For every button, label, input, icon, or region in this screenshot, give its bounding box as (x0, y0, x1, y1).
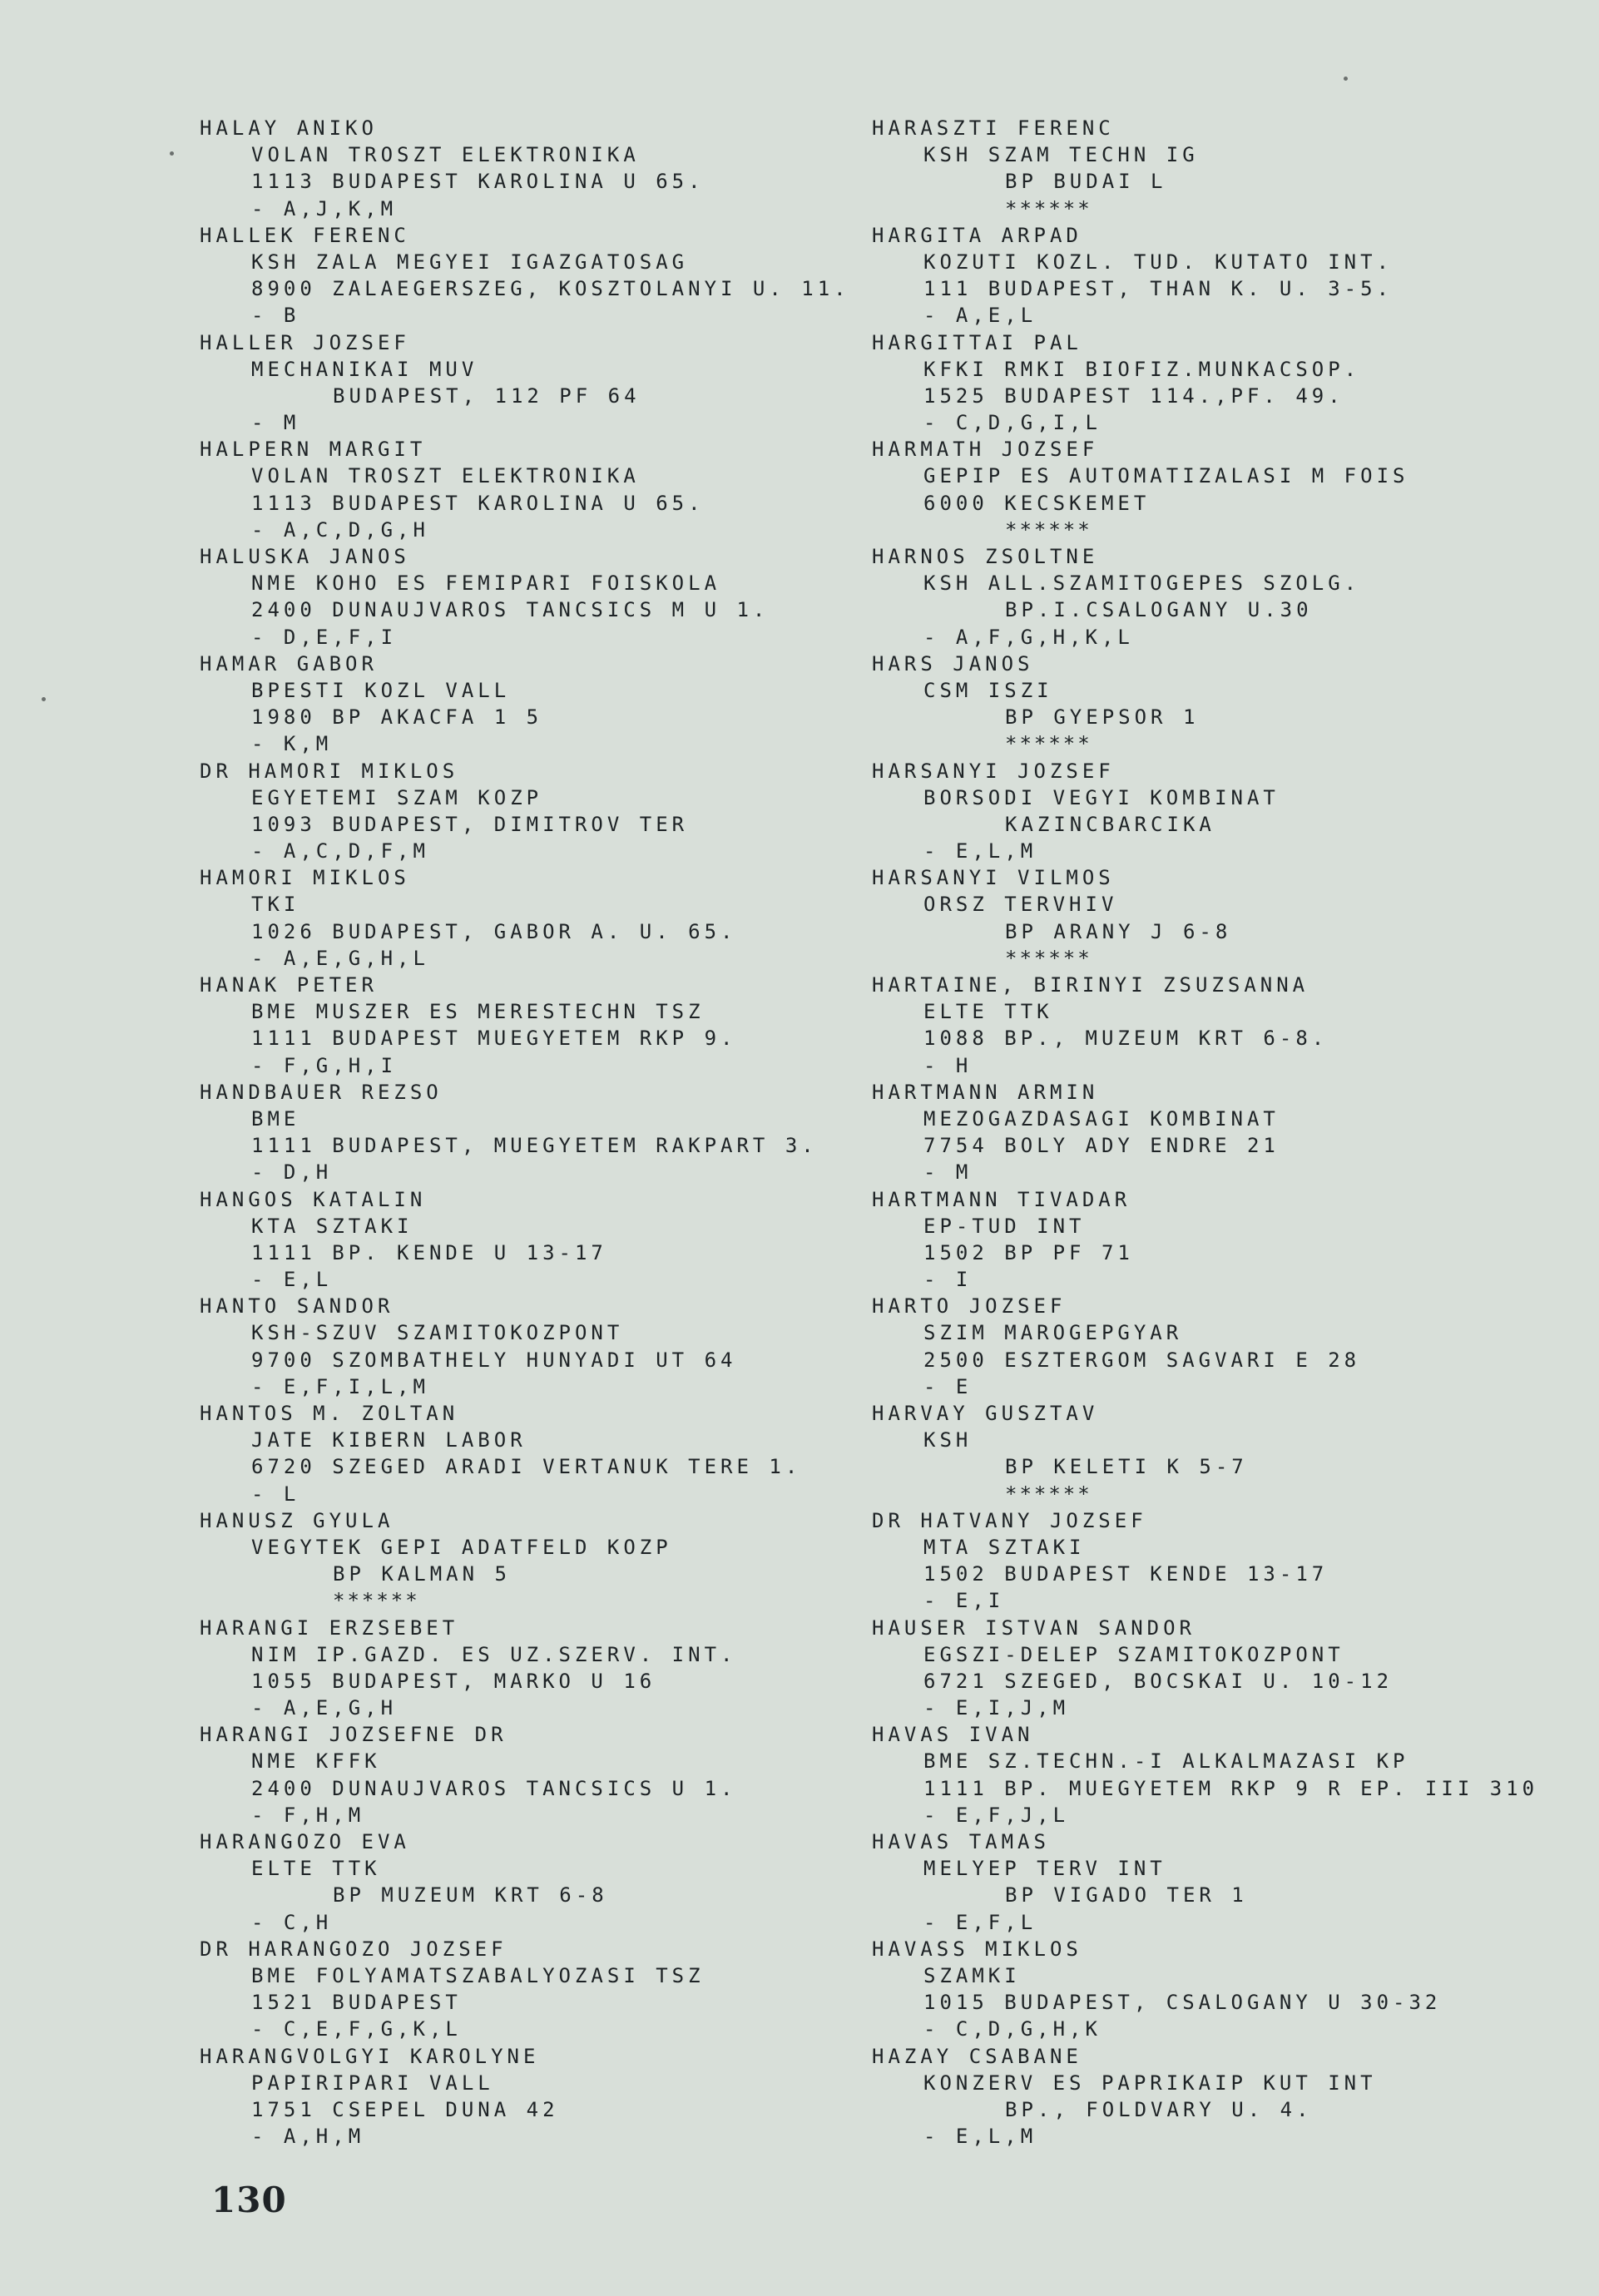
entry-address-line: BP MUZEUM KRT 6-8 (333, 1883, 608, 1908)
entry-address-line: 6721 SZEGED, BOCSKAI U. 10-12 (923, 1669, 1394, 1693)
entry-name: HANDBAUER REZSO (200, 1080, 443, 1104)
entry-name: HAMORI MIKLOS (200, 866, 410, 890)
directory-entry (872, 115, 1599, 222)
entry-address-line: 1751 CSEPEL DUNA 42 (251, 2097, 559, 2121)
entry-address-line: BORSODI VEGYI KOMBINAT (923, 785, 1280, 809)
entry-address-line: KTA SZTAKI (251, 1214, 413, 1238)
entry-address-line: BME (251, 1106, 300, 1131)
directory-entry (200, 1293, 948, 1400)
directory-entry (872, 436, 1599, 543)
entry-address-line: KFKI RMKI BIOFIZ.MUNKACSOP. (923, 357, 1361, 381)
entry-codes: - F,G,H,I (251, 1053, 398, 1077)
entry-codes: - E,F,J,L (923, 1803, 1070, 1827)
directory-entry (200, 1721, 948, 1828)
entry-codes: - C,D,G,I,L (923, 411, 1101, 435)
entry-name: HALLER JOZSEF (200, 330, 410, 354)
entry-codes: - C,H (251, 1910, 333, 1934)
entry-codes: - E,I (923, 1589, 1005, 1613)
entry-name: HAVAS IVAN (872, 1723, 1034, 1747)
entry-name: HAUSER ISTVAN SANDOR (872, 1616, 1196, 1640)
entry-name: HARANGVOLGYI KAROLYNE (200, 2044, 540, 2068)
entry-name: HARVAY GUSZTAV (872, 1402, 1099, 1425)
entry-address-line: KOZUTI KOZL. TUD. KUTATO INT. (923, 250, 1394, 274)
entry-codes: - E,L (251, 1268, 333, 1292)
entry-codes: - F,H,M (251, 1803, 365, 1827)
directory-entry (200, 222, 948, 329)
directory-entry (872, 1293, 1599, 1400)
entry-codes: - A,F,G,H,K,L (923, 625, 1134, 649)
entry-address-line: 1055 BUDAPEST, MARKO U 16 (251, 1669, 656, 1693)
entry-codes: - L (251, 1482, 300, 1506)
directory-entry (200, 1828, 948, 1936)
entry-address-line: KSH-SZUV SZAMITOKOZPONT (251, 1321, 624, 1345)
entry-name: DR HATVANY JOZSEF (872, 1508, 1147, 1532)
entry-address-line: 2400 DUNAUJVAROS TANCSICS U 1. (251, 1776, 737, 1800)
entry-codes: - E,L,M (923, 839, 1037, 863)
directory-entry (200, 972, 948, 1079)
entry-name: HARGITTAI PAL (872, 330, 1082, 354)
entry-codes: - E,L,M (923, 2125, 1037, 2149)
entry-codes: - A,E,L (923, 304, 1037, 328)
entry-address-line: VOLAN TROSZT ELEKTRONIKA (251, 143, 640, 167)
directory-entry (872, 1828, 1599, 1936)
entry-address-line: 1502 BUDAPEST KENDE 13-17 (923, 1562, 1329, 1586)
entry-address-line: BUDAPEST, 112 PF 64 (333, 383, 641, 408)
entry-codes: - M (923, 1160, 973, 1185)
directory-entry (872, 2043, 1599, 2150)
directory-entry (872, 1721, 1599, 1828)
entry-codes: - A,E,G,H,L (251, 946, 429, 970)
entry-address-line: KSH ZALA MEGYEI IGAZGATOSAG (251, 250, 689, 274)
entry-name: HARTAINE, BIRINYI ZSUZSANNA (872, 973, 1309, 997)
right-column (872, 115, 1599, 2150)
entry-address-line: 1111 BP. MUEGYETEM RKP 9 R EP. III 310 (923, 1776, 1539, 1800)
directory-entry (200, 329, 948, 437)
entry-codes: - E,F,L (923, 1910, 1037, 1934)
entry-address-line: 1026 BUDAPEST, GABOR A. U. 65. (251, 919, 737, 943)
entry-address-line: 1111 BUDAPEST, MUEGYETEM RAKPART 3. (251, 1134, 818, 1158)
directory-entry (200, 1079, 948, 1186)
entry-address-line: KSH ALL.SZAMITOGEPES SZOLG. (923, 572, 1361, 596)
entry-name: HAZAY CSABANE (872, 2044, 1082, 2068)
entry-name: HANGOS KATALIN (200, 1187, 427, 1211)
entry-address-line: 1502 BP PF 71 (923, 1240, 1134, 1264)
entry-address-line: CSM ISZI (923, 678, 1053, 702)
entry-codes: - D,H (251, 1160, 333, 1185)
entry-address-line: ORSZ TERVHIV (923, 893, 1118, 917)
entry-stars: ****** (1005, 732, 1092, 756)
entry-codes: - E,I,J,M (923, 1696, 1070, 1720)
directory-entry (200, 436, 948, 543)
entry-name: HAVAS TAMAS (872, 1830, 1050, 1853)
entry-address-line: SZIM MAROGEPGYAR (923, 1321, 1183, 1345)
entry-address-line: BME MUSZER ES MERESTECHN TSZ (251, 1000, 705, 1024)
entry-name: HARASZTI FERENC (872, 116, 1115, 140)
entry-codes: - D,E,F,I (251, 625, 398, 649)
entry-stars: ****** (1005, 517, 1092, 542)
entry-name: DR HAMORI MIKLOS (200, 759, 459, 783)
directory-entry (872, 1507, 1599, 1615)
entry-codes: - B (251, 304, 300, 328)
entry-name: HALLEK FERENC (200, 223, 410, 247)
left-column (200, 115, 948, 2150)
entry-name: HARSANYI JOZSEF (872, 759, 1115, 783)
entry-address-line: GEPIP ES AUTOMATIZALASI M FOIS (923, 464, 1409, 488)
entry-stars: ****** (1005, 1482, 1092, 1506)
entry-address-line: 1015 BUDAPEST, CSALOGANY U 30-32 (923, 1991, 1442, 2015)
entry-address-line: 6000 KECSKEMET (923, 491, 1151, 515)
entry-address-line: NIM IP.GAZD. ES UZ.SZERV. INT. (251, 1642, 737, 1666)
directory-entry (200, 1186, 948, 1294)
entry-address-line: ELTE TTK (923, 1000, 1053, 1024)
entry-address-line: 1521 BUDAPEST (251, 1991, 462, 2015)
entry-address-line: 1113 BUDAPEST KAROLINA U 65. (251, 491, 705, 515)
entry-address-line: MEZOGAZDASAGI KOMBINAT (923, 1106, 1280, 1131)
directory-entry (200, 864, 948, 972)
entry-address-line: KAZINCBARCIKA (1005, 812, 1215, 836)
entry-address-line: BME SZ.TECHN.-I ALKALMAZASI KP (923, 1749, 1409, 1774)
entry-codes: - A,C,D,G,H (251, 517, 429, 542)
entry-codes: - K,M (251, 732, 333, 756)
directory-entry (872, 329, 1599, 437)
directory-entry (872, 1400, 1599, 1507)
entry-codes: - E (923, 1374, 973, 1398)
entry-address-line: MTA SZTAKI (923, 1535, 1086, 1559)
entry-stars: ****** (1005, 946, 1092, 970)
directory-entry (872, 543, 1599, 651)
entry-address-line: BP BUDAI L (1005, 170, 1167, 194)
entry-address-line: NME KOHO ES FEMIPARI FOISKOLA (251, 572, 721, 596)
entry-address-line: KSH SZAM TECHN IG (923, 143, 1199, 167)
entry-address-line: 1525 BUDAPEST 114.,PF. 49. (923, 383, 1344, 408)
directory-entry (872, 1936, 1599, 2043)
entry-address-line: JATE KIBERN LABOR (251, 1428, 527, 1452)
entry-address-line: EGSZI-DELEP SZAMITOKOZPONT (923, 1642, 1344, 1666)
ink-speck (42, 697, 46, 701)
entry-name: HAMAR GABOR (200, 651, 378, 675)
entry-address-line: 7754 BOLY ADY ENDRE 21 (923, 1134, 1280, 1158)
entry-address-line: 1093 BUDAPEST, DIMITROV TER (251, 812, 689, 836)
entry-address-line: 111 BUDAPEST, THAN K. U. 3-5. (923, 277, 1394, 301)
entry-address-line: 1111 BUDAPEST MUEGYETEM RKP 9. (251, 1027, 737, 1051)
entry-name: HARANGI ERZSEBET (200, 1616, 459, 1640)
directory-entry (872, 758, 1599, 865)
entry-codes: - A,E,G,H (251, 1696, 398, 1720)
directory-entry (200, 1615, 948, 1722)
entry-name: HARNOS ZSOLTNE (872, 545, 1099, 568)
directory-entry (872, 1615, 1599, 1722)
entry-address-line: MELYEP TERV INT (923, 1857, 1166, 1881)
entry-address-line: VEGYTEK GEPI ADATFELD KOZP (251, 1535, 672, 1559)
entry-address-line: BME FOLYAMATSZABALYOZASI TSZ (251, 1963, 705, 1987)
entry-codes: - I (923, 1268, 973, 1292)
entry-address-line: SZAMKI (923, 1963, 1021, 1987)
entry-name: HALAY ANIKO (200, 116, 378, 140)
entry-address-line: MECHANIKAI MUV (251, 357, 478, 381)
entry-address-line: BP.I.CSALOGANY U.30 (1005, 598, 1313, 622)
entry-address-line: BP VIGADO TER 1 (1005, 1883, 1248, 1908)
page-number: 130 (211, 2180, 287, 2220)
entry-address-line: ELTE TTK (251, 1857, 381, 1881)
entry-name: HANTOS M. ZOLTAN (200, 1402, 459, 1425)
entry-address-line: KONZERV ES PAPRIKAIP KUT INT (923, 2071, 1377, 2095)
entry-address-line: BP GYEPSOR 1 (1005, 705, 1200, 730)
directory-entry (200, 543, 948, 651)
entry-name: HARGITA ARPAD (872, 223, 1082, 247)
entry-codes: - A,H,M (251, 2125, 365, 2149)
entry-name: HARTO JOZSEF (872, 1294, 1067, 1319)
entry-name: HAVASS MIKLOS (872, 1937, 1082, 1961)
ink-speck (1344, 77, 1348, 81)
directory-entry (200, 115, 948, 222)
directory-entry (200, 651, 948, 758)
entry-name: HANUSZ GYULA (200, 1508, 394, 1532)
directory-entry (872, 1079, 1599, 1186)
entry-name: HARTMANN TIVADAR (872, 1187, 1131, 1211)
entry-address-line: NME KFFK (251, 1749, 381, 1774)
entry-address-line: 1113 BUDAPEST KAROLINA U 65. (251, 170, 705, 194)
entry-name: HARS JANOS (872, 651, 1034, 675)
entry-address-line: BP KELETI K 5-7 (1005, 1455, 1248, 1479)
directory-entry (872, 972, 1599, 1079)
entry-name: HALUSKA JANOS (200, 545, 410, 568)
entry-codes: - A,C,D,F,M (251, 839, 429, 863)
entry-address-line: BP ARANY J 6-8 (1005, 919, 1232, 943)
directory-entry (200, 758, 948, 865)
entry-address-line: 9700 SZOMBATHELY HUNYADI UT 64 (251, 1348, 737, 1372)
entry-name: HARMATH JOZSEF (872, 438, 1099, 462)
directory-entry (872, 864, 1599, 972)
entry-address-line: 6720 SZEGED ARADI VERTANUK TERE 1. (251, 1455, 802, 1479)
directory-entry (200, 1400, 948, 1507)
entry-address-line: 2500 ESZTERGOM SAGVARI E 28 (923, 1348, 1361, 1372)
entry-address-line: PAPIRIPARI VALL (251, 2071, 494, 2095)
entry-address-line: TKI (251, 893, 300, 917)
entry-codes: - A,J,K,M (251, 196, 398, 220)
entry-stars: ****** (333, 1589, 420, 1613)
directory-entry (200, 2043, 948, 2150)
directory-entry (872, 1186, 1599, 1294)
entry-codes: - E,F,I,L,M (251, 1374, 429, 1398)
entry-address-line: BPESTI KOZL VALL (251, 678, 511, 702)
entry-name: HARSANYI VILMOS (872, 866, 1115, 890)
directory-entry (872, 222, 1599, 329)
entry-codes: - M (251, 411, 300, 435)
entry-address-line: BP KALMAN 5 (333, 1562, 511, 1586)
directory-entry (872, 651, 1599, 758)
entry-address-line: BP., FOLDVARY U. 4. (1005, 2097, 1313, 2121)
entry-stars: ****** (1005, 196, 1092, 220)
entry-codes: - H (923, 1053, 973, 1077)
entry-address-line: 1088 BP., MUZEUM KRT 6-8. (923, 1027, 1329, 1051)
entry-name: HANTO SANDOR (200, 1294, 394, 1319)
entry-name: HALPERN MARGIT (200, 438, 427, 462)
entry-address-line: EP-TUD INT (923, 1214, 1086, 1238)
directory-entry (200, 1936, 948, 2043)
entry-name: HANAK PETER (200, 973, 378, 997)
entry-address-line: 8900 ZALAEGERSZEG, KOSZTOLANYI U. 11. (251, 277, 850, 301)
entry-address-line: VOLAN TROSZT ELEKTRONIKA (251, 464, 640, 488)
entry-address-line: 1980 BP AKACFA 1 5 (251, 705, 543, 730)
entry-name: HARANGI JOZSEFNE DR (200, 1723, 507, 1747)
entry-name: DR HARANGOZO JOZSEF (200, 1937, 507, 1961)
entry-name: HARANGOZO EVA (200, 1830, 410, 1853)
entry-codes: - C,E,F,G,K,L (251, 2017, 462, 2041)
entry-address-line: KSH (923, 1428, 973, 1452)
ink-speck (170, 151, 174, 156)
entry-address-line: EGYETEMI SZAM KOZP (251, 785, 543, 809)
directory-entry (200, 1507, 948, 1615)
entry-codes: - C,D,G,H,K (923, 2017, 1101, 2041)
entry-address-line: 2400 DUNAUJVAROS TANCSICS M U 1. (251, 598, 770, 622)
entry-name: HARTMANN ARMIN (872, 1080, 1099, 1104)
entry-address-line: 1111 BP. KENDE U 13-17 (251, 1240, 607, 1264)
